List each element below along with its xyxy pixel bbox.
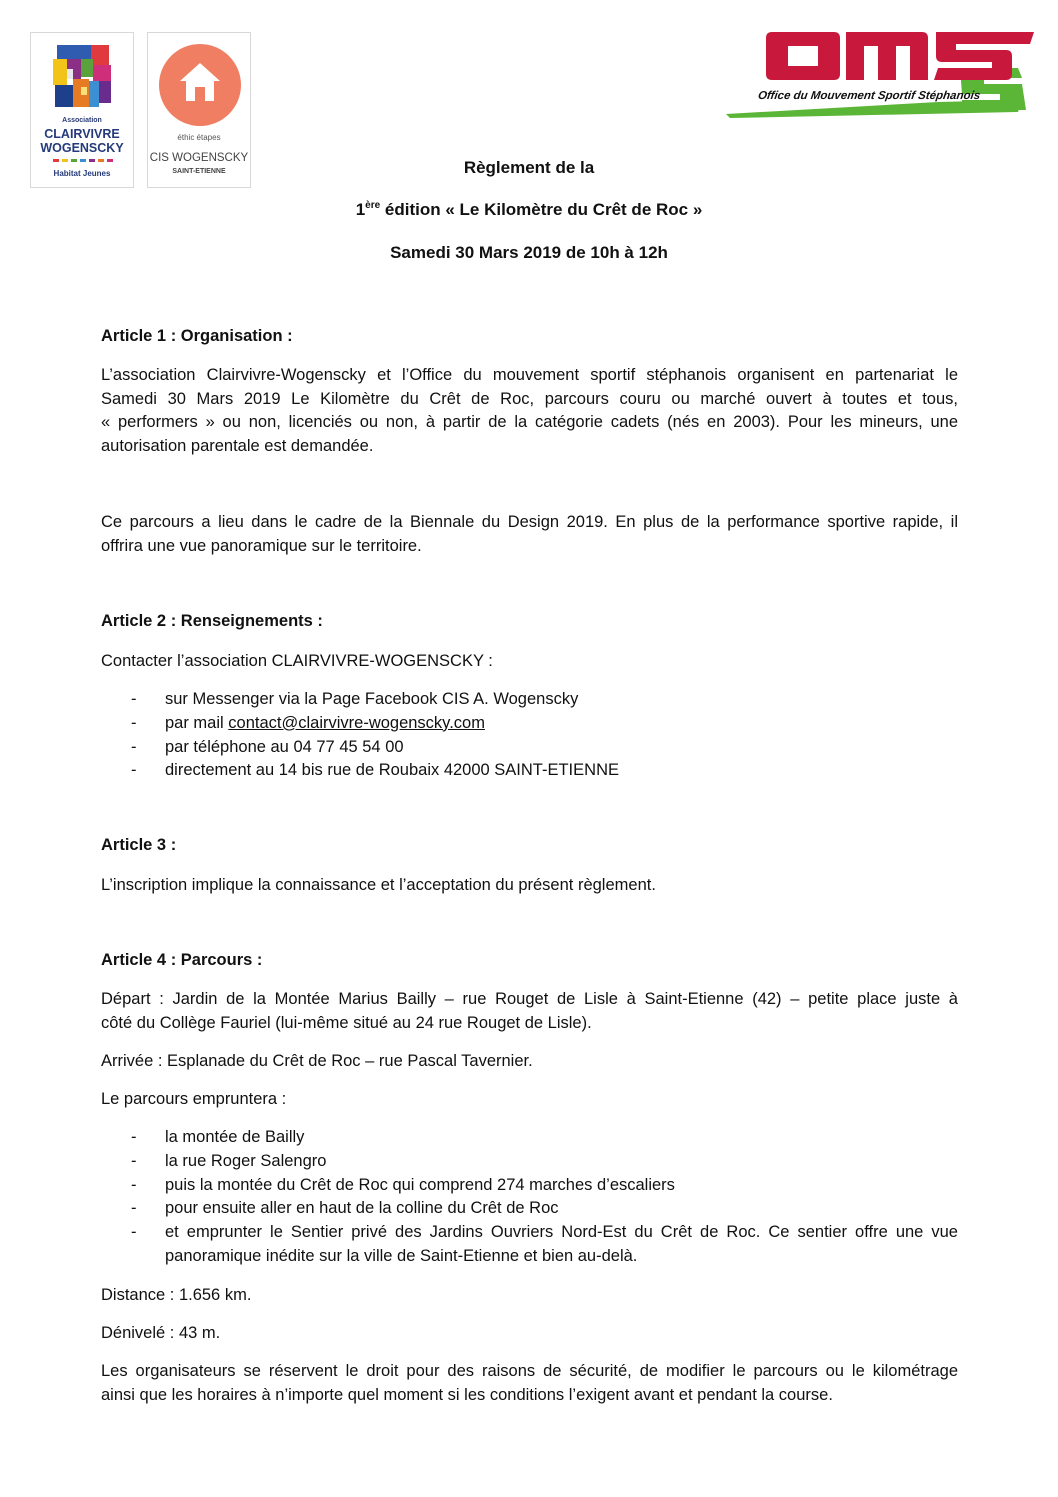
article2-contact-list — [101, 688, 958, 783]
article4-arrivee — [101, 1050, 958, 1074]
contact-messenger: sur Messenger via la Page Facebook CIS A. Wogenscky — [165, 690, 579, 708]
list-item — [101, 1126, 958, 1150]
article1-p2-line: Ce parcours a lieu dans le cadre de la Biennale du Design 2019. En plus de la performance sportive rapide, il — [101, 513, 958, 531]
oms-subtitle: Office du Mouvement Sportif Stéphanois — [757, 90, 981, 102]
article1-p1-line: Samedi 30 Mars 2019 Le Kilomètre du Crêt de Roc, parcours couru ou marché ouvert à toutes et tous, — [101, 389, 958, 408]
list-item — [101, 736, 958, 760]
route-step-continuation: panoramique inédite sur la ville de Saint-Etienne et bien au-delà. — [165, 1246, 638, 1265]
route-step: la rue Roger Salengro — [165, 1151, 327, 1170]
list-item — [101, 712, 958, 736]
depart-line: côté du Collège Fauriel (lui-même situé au 24 rue Rouget de Lisle). — [101, 1013, 592, 1032]
list-marker: - — [131, 1151, 137, 1170]
article1-p1-line: L’association Clairvivre-Wogenscky et l’Office du mouvement sportif stéphanois organisent en partenariat le — [101, 366, 958, 384]
list-marker: - — [131, 1199, 137, 1218]
article4-route-intro — [101, 1088, 958, 1112]
clairvivre-subtitle: Habitat Jeunes — [53, 169, 111, 178]
list-item — [101, 1221, 958, 1269]
list-item — [101, 1150, 958, 1174]
article3-heading: Article 3 : — [101, 836, 177, 854]
contact-address: directement au 14 bis rue de Roubaix 42000 SAINT-ETIENNE — [165, 761, 619, 780]
article4-denivele — [101, 1322, 958, 1346]
email-link[interactable]: contact@clairvivre-wogenscky.com — [228, 713, 485, 732]
list-marker: - — [131, 737, 137, 756]
article1-p1-line: autorisation parentale est demandée. — [101, 436, 374, 455]
list-marker: - — [131, 713, 137, 732]
oms-logo-icon — [722, 28, 1038, 120]
title-line-2 — [0, 200, 1058, 220]
article2-intro — [101, 650, 958, 674]
clairvivre-mosaic-icon — [51, 43, 115, 111]
article1-paragraph2 — [101, 511, 958, 558]
house-icon — [158, 43, 242, 127]
list-marker: - — [131, 761, 137, 780]
edition-number: 1 — [355, 200, 366, 219]
route-intro-text: Le parcours empruntera : — [101, 1090, 287, 1108]
list-item — [101, 1197, 958, 1221]
article4-final-paragraph — [101, 1360, 958, 1407]
final-line: ainsi que les horaires à n’importe quel moment si les conditions l’exigent avant et pendant la course. — [101, 1385, 833, 1404]
contact-mail-label: par mail — [165, 713, 229, 732]
route-step: et emprunter le Sentier privé des Jardins Ouvriers Nord-Est du Crêt de Roc. Ce sentier offre une vue — [165, 1223, 958, 1242]
title-line-1: Règlement de la — [463, 158, 595, 177]
article2-intro-text: Contacter l’association CLAIRVIVRE-WOGENSCKY : — [101, 652, 493, 670]
cis-ethic-label: éthic étapes — [177, 133, 221, 142]
list-marker: - — [131, 690, 137, 708]
article4-depart — [101, 988, 958, 1035]
final-line: Les organisateurs se réservent le droit pour des raisons de sécurité, de modifier le parcours ou le kilométrage — [101, 1362, 958, 1380]
list-item — [101, 1174, 958, 1198]
article4-route-list — [101, 1126, 958, 1269]
contact-phone: par téléphone au 04 77 45 54 00 — [165, 737, 404, 756]
cis-city: SAINT-ETIENNE — [172, 168, 226, 175]
article4-heading: Article 4 : Parcours : — [101, 951, 263, 969]
article4-distance — [101, 1284, 958, 1308]
article1-paragraph1 — [101, 364, 958, 458]
list-item — [101, 759, 958, 783]
list-marker: - — [131, 1223, 137, 1242]
distance-text: Distance : 1.656 km. — [101, 1286, 252, 1304]
event-name: édition « Le Kilomètre du Crêt de Roc » — [380, 200, 703, 219]
route-step: puis la montée du Crêt de Roc qui comprend 274 marches d’escaliers — [165, 1175, 675, 1194]
depart-line: Départ : Jardin de la Montée Marius Bailly – rue Rouget de Lisle à Saint-Etienne (42) – petite place juste à — [101, 990, 958, 1008]
cis-name: CIS WOGENSCKY — [149, 152, 249, 164]
article2-heading: Article 2 : Renseignements : — [101, 612, 323, 630]
article1-p2-line: offrira une vue panoramique sur le territoire. — [101, 536, 422, 555]
list-marker: - — [131, 1175, 137, 1194]
clairvivre-association-label: Association — [62, 117, 102, 124]
article1-p1-line: « performers » ou non, licenciés ou non, à partir de la catégorie cadets (nés en 2003). Pour les mineurs, une — [101, 413, 958, 431]
clairvivre-name — [31, 127, 133, 155]
article1-heading: Article 1 : Organisation : — [101, 327, 293, 345]
article3-text — [101, 874, 958, 898]
route-step: la montée de Bailly — [165, 1128, 305, 1146]
clairvivre-name-line1: CLAIRVIVRE — [44, 127, 120, 141]
route-step: pour ensuite aller en haut de la colline du Crêt de Roc — [165, 1199, 559, 1218]
list-item — [101, 688, 958, 712]
article3-text-line: L’inscription implique la connaissance et l’acceptation du présent règlement. — [101, 876, 656, 894]
clairvivre-name-line2: WOGENSCKY — [40, 141, 124, 155]
denivele-text: Dénivelé : 43 m. — [101, 1324, 221, 1342]
title-line-3-date: Samedi 30 Mars 2019 de 10h à 12h — [390, 243, 668, 262]
arrivee-text: Arrivée : Esplanade du Crêt de Roc – rue Pascal Tavernier. — [101, 1052, 533, 1070]
edition-ordinal: ère — [365, 200, 381, 211]
list-marker: - — [131, 1128, 137, 1146]
